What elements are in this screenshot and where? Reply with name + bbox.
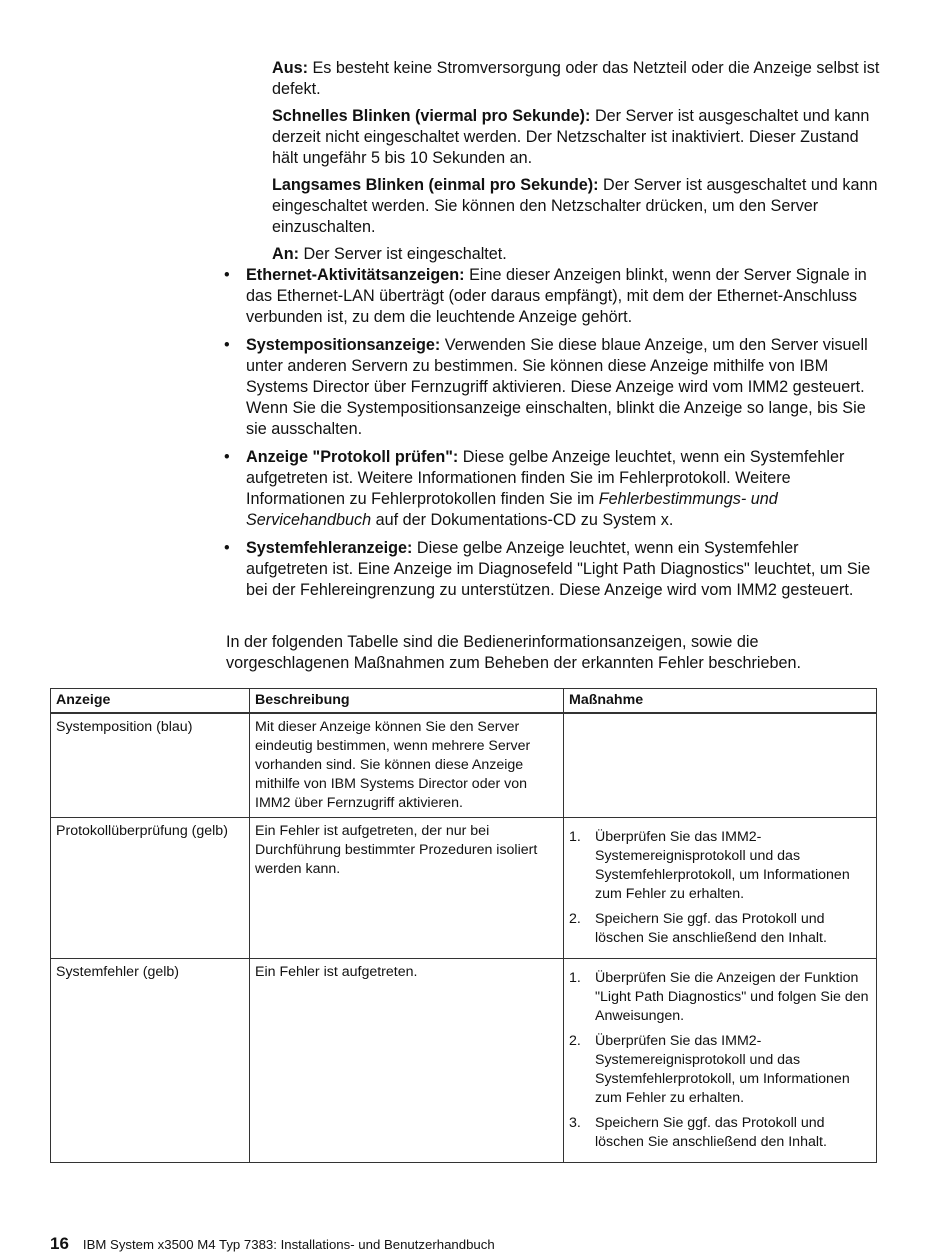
book-title: IBM System x3500 M4 Typ 7383: Installations- und Benutzerhandbuch xyxy=(82,1237,495,1252)
action-steps xyxy=(569,969,871,1152)
cell-beschreibung: Mit dieser Anzeige können Sie den Server eindeutig bestimmen, wenn mehrere Server vorhanden sind. Sie können diese Anzeige mithilfe von IBM Systems Director oder von IMM2 über Fernzugriff aktivieren. xyxy=(250,713,564,818)
cell-anzeige: Systemfehler (gelb) xyxy=(51,959,250,1163)
cell-massnahme xyxy=(564,713,877,818)
header-massnahme: Maßnahme xyxy=(564,689,877,714)
bullet-symbol: • xyxy=(224,448,230,466)
cell-anzeige: Protokollüberprüfung (gelb) xyxy=(51,818,250,959)
bullet-system-error: • Systemfehleranzeige: Diese gelbe Anzeige leuchtet, wenn ein Systemfehler aufgetreten ist. Eine Anzeige im Diagnosefeld "Light Path Diagnostics" leuchtet, um Sie bei der Fehlereingrenzung zu unterstützen. Diese Anzeige wird vom IMM2 gesteuert. xyxy=(224,539,871,599)
bullet-check-log: • Anzeige "Protokoll prüfen": Diese gelbe Anzeige leuchtet, wenn ein Systemfehler aufgetreten ist. Weitere Informationen finden Sie im Fehlerprotokoll. Weitere Informationen zu Fehlerprotokollen finden Sie im Fehlerbestimmungs- und Servicehandbuch auf der Dokumentations-CD zu System x. xyxy=(224,448,845,529)
bullet-symbol: • xyxy=(224,539,230,557)
state-on: An: Der Server ist eingeschaltet. xyxy=(272,245,507,263)
bullet-system-locator: • Systempositionsanzeige: Verwenden Sie diese blaue Anzeige, um den Server visuell unter anderen Servern zu bestimmen. Sie können diese Anzeige mithilfe von IBM Systems Director über Fernzugriff aktivieren. Diese Anzeige wird vom IMM2 gesteuert. Wenn Sie die Systempositionsanzeige einschalten, blinkt die Anzeige so lange, bis Sie sie ausschalten. xyxy=(224,336,868,438)
action-step: 1. Überprüfen Sie die Anzeigen der Funktion "Light Path Diagnostics" und folgen Sie den Anweisungen. xyxy=(569,970,869,1024)
action-step: 2. Überprüfen Sie das IMM2-Systemereignisprotokoll und das Systemfehlerprotokoll, um Informationen zum Fehler zu erhalten. xyxy=(569,1033,850,1106)
table-intro: In der folgenden Tabelle sind die Bedienerinformationsanzeigen, sowie die vorgeschlagenen Maßnahmen zum Beheben der erkannten Fehler beschrieben. xyxy=(226,633,802,672)
bullet-symbol: • xyxy=(224,266,230,284)
indicator-bullet-list xyxy=(224,265,884,608)
cell-massnahme xyxy=(564,959,877,1163)
action-step: 1. Überprüfen Sie das IMM2-Systemereignisprotokoll und das Systemfehlerprotokoll, um Informationen zum Fehler zu erhalten. xyxy=(569,829,850,902)
state-fast-blink: Schnelles Blinken (viermal pro Sekunde): Der Server ist ausgeschaltet und kann derzeit nicht eingeschaltet werden. Der Netzschalter ist inaktiviert. Dieser Zustand hält ungefähr 5 bis 10 Sekunden an. xyxy=(272,107,870,167)
table-row xyxy=(51,713,877,818)
bullet-symbol: • xyxy=(224,336,230,354)
cell-anzeige: Systemposition (blau) xyxy=(51,713,250,818)
state-off: Aus: Es besteht keine Stromversorgung oder das Netzteil oder die Anzeige selbst ist defekt. xyxy=(272,59,880,98)
cell-massnahme xyxy=(564,818,877,959)
power-led-states xyxy=(272,58,882,271)
header-anzeige: Anzeige xyxy=(51,689,250,714)
header-beschreibung: Beschreibung xyxy=(250,689,564,714)
action-step: 3. Speichern Sie ggf. das Protokoll und löschen Sie anschließend den Inhalt. xyxy=(569,1115,827,1150)
state-slow-blink: Langsames Blinken (einmal pro Sekunde): Der Server ist ausgeschaltet und kann eingeschaltet werden. Sie können den Netzschalter drücken, um den Server einzuschalten. xyxy=(272,176,878,236)
manual-title: Fehlerbestimmungs- und Servicehandbuch xyxy=(246,490,778,529)
page-number: 16 xyxy=(50,1234,69,1253)
cell-beschreibung: Ein Fehler ist aufgetreten. xyxy=(250,959,564,1163)
action-step: 2. Speichern Sie ggf. das Protokoll und löschen Sie anschließend den Inhalt. xyxy=(569,911,827,946)
cell-beschreibung: Ein Fehler ist aufgetreten, der nur bei Durchführung bestimmter Prozeduren isoliert werden kann. xyxy=(250,818,564,959)
table-row xyxy=(51,959,877,1163)
page-footer xyxy=(50,1234,495,1254)
table-row xyxy=(51,818,877,959)
indicator-table xyxy=(50,688,877,1163)
action-steps xyxy=(569,828,871,948)
bullet-ethernet-activity: • Ethernet-Aktivitätsanzeigen: Eine dieser Anzeigen blinkt, wenn der Server Signale in das Ethernet-LAN überträgt (oder daraus empfängt), mit dem der Ethernet-Anschluss verbunden ist, zu dem die leuchtende Anzeige gehört. xyxy=(224,266,867,326)
table-header-row xyxy=(51,689,877,714)
